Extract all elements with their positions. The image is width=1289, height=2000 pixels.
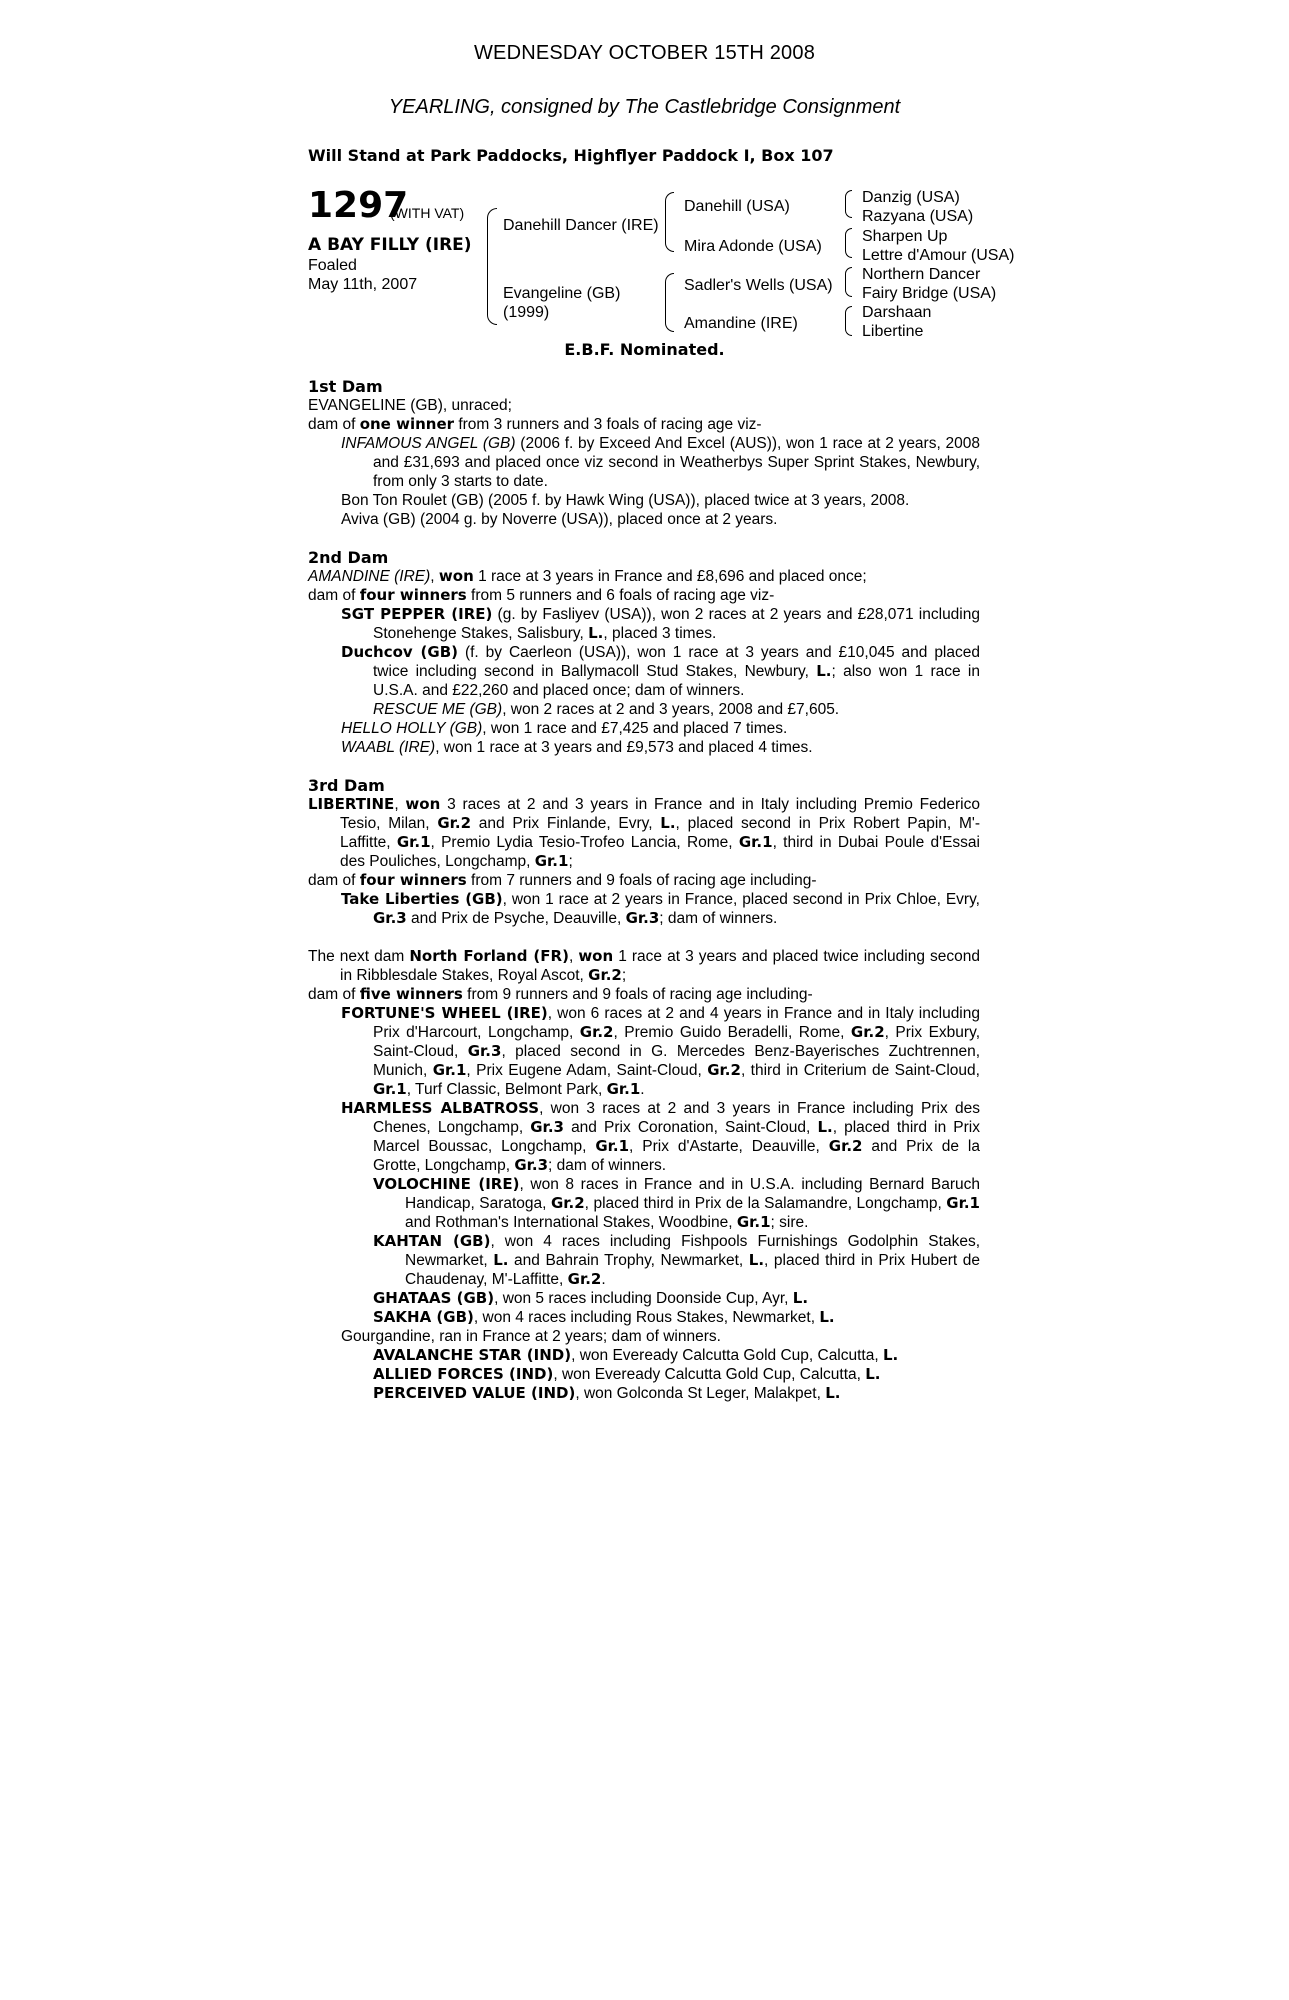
- foaled-label: Foaled: [308, 257, 357, 274]
- third-dam-line: LIBERTINE, won 3 races at 2 and 3 years in France and in Italy including Premio Federico Tesio, Milan, Gr.2 and Prix Finlande, Evry, L., placed second in Prix Robert Papin, M'-Laffitte, Gr.1, Premio Lydia Tesio-Trofeo Lancia, Rome, Gr.1, third in Dubai Poule d'Essai des Pouliches, Longchamp, Gr.1;: [308, 795, 981, 870]
- pedigree-sire: Danehill Dancer (IRE): [503, 217, 659, 234]
- third-dam-heading: 3rd Dam: [308, 776, 385, 795]
- pedigree-brace-g4: [845, 306, 852, 336]
- next-dam-grand-runner: VOLOCHINE (IRE), won 8 races in France and in U.S.A. including Bernard Baruch Handicap, Saratoga, Gr.2, placed third in Prix de la Salamandre, Longchamp, Gr.1 and Rothman's International Stakes, Woodbine, Gr.1; sire.: [373, 1175, 980, 1231]
- pedigree-dam-sire: Sadler's Wells (USA): [684, 277, 833, 294]
- next-dam-line: The next dam North Forland (FR), won 1 race at 3 years and placed twice including second in Ribblesdale Stakes, Royal Ascot, Gr.2;: [308, 947, 980, 984]
- first-dam-line: EVANGELINE (GB), unraced;: [308, 397, 512, 414]
- pedigree-dam-year: (1999): [503, 304, 550, 321]
- first-dam-runner: INFAMOUS ANGEL (GB) (2006 f. by Exceed And Excel (AUS)), won 1 race at 2 years, 2008 and £31,693 and placed once viz second in Weatherbys Super Sprint Stakes, Newbury, from only 3 starts to date.: [341, 435, 980, 490]
- pedigree-sire-sire: Danehill (USA): [684, 198, 790, 215]
- second-dam-produce-summary: dam of four winners from 5 runners and 6 foals of racing age viz-: [308, 586, 775, 604]
- next-dam-grand-runner: ALLIED FORCES (IND), won Eveready Calcutta Gold Cup, Calcutta, L.: [373, 1365, 881, 1383]
- pedigree-brace-dam: [665, 273, 674, 332]
- second-dam-heading: 2nd Dam: [308, 548, 389, 567]
- second-dam-line: AMANDINE (IRE), won 1 race at 3 years in France and £8,696 and placed once;: [308, 567, 867, 585]
- second-dam-runner: Duchcov (GB) (f. by Caerleon (USA)), won 1 race at 3 years and £10,045 and placed twice including second in Ballymacoll Stud Stakes, Newbury, L.; also won 1 race in U.S.A. and £22,260 and placed once; dam of winners.: [341, 643, 980, 699]
- pedigree-g2: Razyana (USA): [862, 208, 974, 225]
- sale-date: WEDNESDAY OCTOBER 15TH 2008: [473, 42, 816, 64]
- next-dam-produce-summary: dam of five winners from 9 runners and 9 foals of racing age including-: [308, 985, 813, 1003]
- second-dam-grand-runner: RESCUE ME (GB), won 2 races at 2 and 3 years, 2008 and £7,605.: [373, 701, 840, 718]
- vat-note: (WITH VAT): [390, 205, 465, 221]
- second-dam-runner: HELLO HOLLY (GB), won 1 race and £7,425 and placed 7 times.: [341, 720, 788, 737]
- pedigree-brace-g2: [845, 228, 852, 258]
- pedigree-g1: Danzig (USA): [862, 189, 960, 206]
- pedigree-g5: Northern Dancer: [862, 266, 981, 283]
- pedigree-g8: Libertine: [862, 323, 924, 340]
- pedigree-brace-sire: [665, 192, 674, 252]
- pedigree-dam-dam: Amandine (IRE): [684, 315, 798, 332]
- next-dam-grand-runner: PERCEIVED VALUE (IND), won Golconda St Leger, Malakpet, L.: [373, 1384, 841, 1402]
- pedigree-brace-g1: [845, 190, 852, 218]
- next-dam-runner: HARMLESS ALBATROSS, won 3 races at 2 and 3 years in France including Prix des Chenes, Longchamp, Gr.3 and Prix Coronation, Saint-Cloud, L., placed third in Prix Marcel Boussac, Longchamp, Gr.1, Prix d'Astarte, Deauville, Gr.2 and Prix de la Grotte, Longchamp, Gr.3; dam of winners.: [341, 1099, 981, 1174]
- next-dam-grand-runner: AVALANCHE STAR (IND), won Eveready Calcutta Gold Cup, Calcutta, L.: [373, 1346, 899, 1364]
- pedigree-g7: Darshaan: [862, 304, 932, 321]
- pedigree-g6: Fairy Bridge (USA): [862, 285, 997, 302]
- ebf-nominated: E.B.F. Nominated.: [564, 340, 725, 359]
- first-dam-produce-summary: dam of one winner from 3 runners and 3 foals of racing age viz-: [308, 415, 762, 433]
- first-dam-runner: Aviva (GB) (2004 g. by Noverre (USA)), placed once at 2 years.: [341, 511, 778, 528]
- catalogue-body: [308, 377, 980, 1403]
- next-dam-grand-runner: GHATAAS (GB), won 5 races including Doonside Cup, Ayr, L.: [373, 1289, 809, 1307]
- first-dam-runner: Bon Ton Roulet (GB) (2005 f. by Hawk Wing (USA)), placed twice at 3 years, 2008.: [341, 492, 910, 509]
- pedigree-brace-g3: [845, 267, 852, 297]
- horse-name: A BAY FILLY (IRE): [308, 235, 472, 255]
- pedigree-g3: Sharpen Up: [862, 228, 948, 245]
- pedigree-g4: Lettre d'Amour (USA): [862, 247, 1015, 264]
- third-dam-runner: Take Liberties (GB), won 1 race at 2 years in France, placed second in Prix Chloe, Evry, Gr.3 and Prix de Psyche, Deauville, Gr.3; dam of winners.: [341, 890, 980, 927]
- pedigree-brace-main: [487, 208, 497, 325]
- third-dam-produce-summary: dam of four winners from 7 runners and 9 foals of racing age including-: [308, 871, 817, 889]
- second-dam-runner: SGT PEPPER (IRE) (g. by Fasliyev (USA)), won 2 races at 2 years and £28,071 including Stonehenge Stakes, Salisbury, L., placed 3 times.: [341, 605, 980, 642]
- next-dam-runner: Gourgandine, ran in France at 2 years; dam of winners.: [341, 1328, 721, 1345]
- next-dam-grand-runner: SAKHA (GB), won 4 races including Rous Stakes, Newmarket, L.: [373, 1308, 835, 1326]
- pedigree-dam: Evangeline (GB): [503, 285, 621, 302]
- pedigree-sire-dam: Mira Adonde (USA): [684, 238, 822, 255]
- next-dam-grand-runner: KAHTAN (GB), won 4 races including Fishpools Furnishings Godolphin Stakes, Newmarket, L. and Bahrain Trophy, Newmarket, L., placed third in Prix Hubert de Chaudenay, M'-Laffitte, Gr.2.: [373, 1232, 980, 1288]
- next-dam-runner: FORTUNE'S WHEEL (IRE), won 6 races at 2 and 4 years in France and in Italy including Prix d'Harcourt, Longchamp, Gr.2, Premio Guido Beradelli, Rome, Gr.2, Prix Exbury, Saint-Cloud, Gr.3, placed second in G. Mercedes Benz-Bayerisches Zuchtrennen, Munich, Gr.1, Prix Eugene Adam, Saint-Cloud, Gr.2, third in Criterium de Saint-Cloud, Gr.1, Turf Classic, Belmont Park, Gr.1.: [341, 1004, 981, 1098]
- foaled-date: May 11th, 2007: [308, 276, 418, 293]
- second-dam-runner: WAABL (IRE), won 1 race at 3 years and £9,573 and placed 4 times.: [341, 739, 813, 756]
- stabling-location: Will Stand at Park Paddocks, Highflyer Paddock I, Box 107: [308, 146, 834, 165]
- first-dam-heading: 1st Dam: [308, 377, 383, 396]
- lot-number: 1297: [308, 185, 409, 226]
- consignment-line: YEARLING, consigned by The Castlebridge Consignment: [388, 96, 901, 118]
